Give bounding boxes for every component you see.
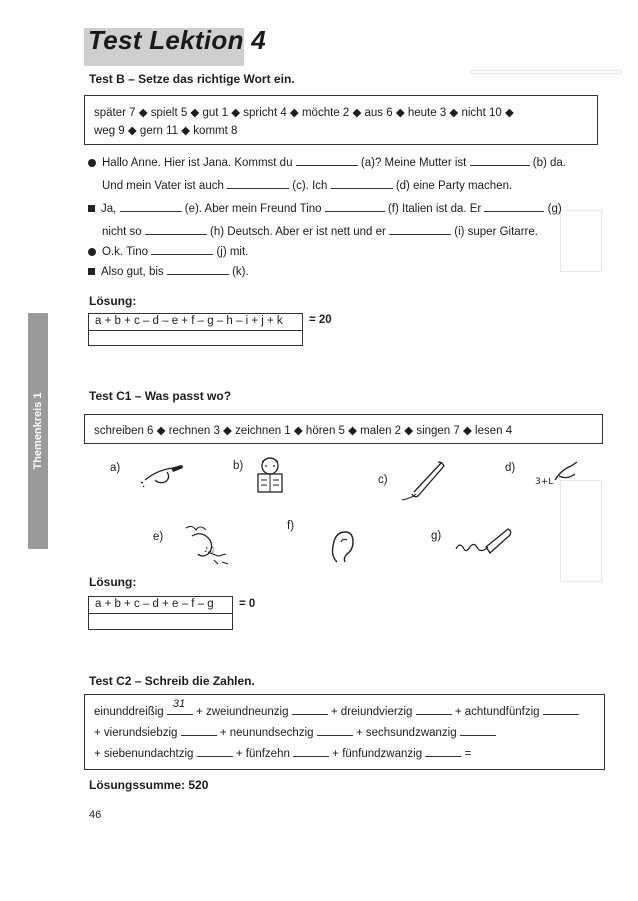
- test-c2-number-box: [84, 694, 605, 770]
- bleed-through-box: [560, 480, 602, 582]
- blank-g[interactable]: [484, 201, 544, 212]
- test-c2-heading: Test C2 – Schreib die Zahlen.: [89, 674, 255, 688]
- blank-e[interactable]: [120, 201, 182, 212]
- picture-label-b: b): [233, 460, 244, 472]
- blank-c[interactable]: [227, 178, 289, 189]
- c1-word-list: schreiben 6 ◆ rechnen 3 ◆ zeichnen 1 ◆ hören 5 ◆ malen 2 ◆ singen 7 ◆ lesen 4: [94, 425, 513, 437]
- blank-h[interactable]: [145, 224, 207, 235]
- number-word: + siebenundachtzig: [94, 748, 194, 760]
- dialog-text: (a)? Meine Mutter ist: [360, 157, 467, 169]
- dialog-text: Und mein Vater ist auch: [102, 180, 224, 192]
- page-number: 46: [89, 809, 102, 821]
- solution-answer-field[interactable]: [89, 613, 232, 629]
- picture-label-g: g): [431, 530, 442, 542]
- blank-answer[interactable]: [317, 725, 353, 736]
- calculating-hand-icon: [535, 458, 581, 488]
- number-word: + achtundfünfzig: [454, 706, 540, 718]
- dialog-text: Also gut, bis: [101, 266, 164, 278]
- word-box-line-2: weg 9 ◆ gern 11 ◆ kommt 8: [94, 125, 238, 137]
- dialog-line-2: [102, 178, 512, 192]
- drawing-hand-icon: [137, 462, 189, 490]
- circle-bullet-icon: [88, 159, 96, 167]
- svg-text:3+L: 3+L: [535, 477, 554, 487]
- blank-answer[interactable]: [416, 704, 452, 715]
- blank-answer[interactable]: [181, 725, 217, 736]
- number-word: + zweiundneunzig: [196, 706, 289, 718]
- test-c1-heading: Test C1 – Was passt wo?: [89, 389, 232, 403]
- example-answer: 31: [172, 698, 186, 710]
- solution-formula-row: [89, 597, 232, 614]
- number-word: einunddreißig: [94, 706, 164, 718]
- test-c1-result: = 0: [239, 598, 256, 610]
- test-b-loesung-label: Lösung:: [89, 294, 137, 308]
- solution-formula-row: [89, 314, 302, 331]
- test-b-solution-box: [88, 313, 303, 346]
- dialog-text: Ja,: [101, 203, 117, 215]
- blank-d[interactable]: [331, 178, 393, 189]
- blank-answer[interactable]: [543, 704, 579, 715]
- blank-f[interactable]: [325, 201, 385, 212]
- blank-j[interactable]: [151, 244, 213, 255]
- dialog-line-3: [88, 201, 562, 215]
- blank-a[interactable]: [296, 155, 358, 166]
- dialog-text: (e). Aber mein Freund Tino: [184, 203, 322, 215]
- dialog-text: (b) da.: [532, 157, 566, 169]
- dialog-text: (d) eine Party machen.: [395, 180, 513, 192]
- blank-answer[interactable]: [293, 746, 329, 757]
- blank-b[interactable]: [470, 155, 530, 166]
- test-c1-solution-box: [88, 596, 233, 630]
- solution-formula: a + b + c – d – e + f – g – h – i + j + k: [95, 315, 283, 327]
- dialog-text: (g): [547, 203, 562, 215]
- dialog-line-5: [88, 244, 248, 258]
- blank-answer[interactable]: [292, 704, 328, 715]
- picture-label-e: e): [153, 531, 164, 543]
- test-b-result: = 20: [309, 314, 332, 326]
- number-word: + dreiundvierzig: [330, 706, 413, 718]
- c2-line-1: [94, 698, 579, 718]
- page-title: Test Lektion 4: [88, 25, 267, 55]
- blank-answer[interactable]: [460, 725, 496, 736]
- blank-answer[interactable]: [425, 746, 461, 757]
- side-tab-label: Themenkreis 1: [32, 392, 44, 470]
- dialog-line-4: [102, 224, 538, 238]
- picture-label-c: c): [378, 474, 388, 486]
- number-word: + neunundsechzig: [219, 727, 314, 739]
- dialog-text: (k).: [232, 266, 249, 278]
- c2-line-3: [94, 746, 471, 760]
- picture-label-d: d): [505, 462, 516, 474]
- dialog-line-6: [88, 264, 249, 278]
- dialog-text: Hallo Anne. Hier ist Jana. Kommst du: [102, 157, 293, 169]
- listening-ear-icon: [329, 526, 355, 566]
- test-c1-word-box: [84, 414, 603, 444]
- blank-answer[interactable]: [197, 746, 233, 757]
- writing-pen-icon: [398, 458, 448, 502]
- test-c2-sum-label: Lösungssumme: 520: [89, 778, 209, 792]
- number-word: + fünfundzwanzig: [332, 748, 423, 760]
- test-b-word-box: [84, 95, 598, 145]
- dialog-text: (h) Deutsch. Aber er ist nett und er: [210, 226, 386, 238]
- dialog-text: (c). Ich: [292, 180, 328, 192]
- bleed-through-line: [470, 70, 622, 74]
- number-word: + fünfzehn: [235, 748, 290, 760]
- bleed-through-box: [560, 210, 602, 272]
- solution-answer-field[interactable]: [89, 330, 302, 345]
- equals-sign: =: [464, 748, 472, 760]
- section-side-tab: [28, 313, 48, 549]
- solution-formula: a + b + c – d + e – f – g: [95, 598, 214, 610]
- blank-answer-31[interactable]: [167, 698, 193, 715]
- svg-text:♪♫: ♪♫: [204, 546, 215, 554]
- reading-child-icon: [252, 456, 288, 496]
- picture-label-a: a): [110, 462, 121, 474]
- blank-i[interactable]: [389, 224, 451, 235]
- dialog-line-1: [88, 155, 566, 169]
- dialog-text: nicht so: [102, 226, 142, 238]
- signature-hand-icon: [452, 525, 516, 559]
- c2-line-2: [94, 725, 496, 739]
- square-bullet-icon: [88, 268, 95, 275]
- dialog-text: O.k. Tino: [102, 246, 149, 258]
- singing-face-icon: [178, 522, 234, 570]
- dialog-text: (j) mit.: [216, 246, 249, 258]
- square-bullet-icon: [88, 205, 95, 212]
- picture-label-f: f): [287, 520, 295, 532]
- number-word: + vierundsiebzig: [94, 727, 178, 739]
- number-word: + sechsundzwanzig: [355, 727, 457, 739]
- dialog-text: (f) Italien ist da. Er: [387, 203, 482, 215]
- test-c1-loesung-label: Lösung:: [89, 575, 137, 589]
- circle-bullet-icon: [88, 248, 96, 256]
- dialog-text: (i) super Gitarre.: [454, 226, 538, 238]
- test-b-heading: Test B – Setze das richtige Wort ein.: [89, 72, 295, 86]
- blank-k[interactable]: [167, 264, 229, 275]
- word-box-line-1: später 7 ◆ spielt 5 ◆ gut 1 ◆ spricht 4 ◆ möchte 2 ◆ aus 6 ◆ heute 3 ◆ nicht 10 ◆: [94, 107, 514, 119]
